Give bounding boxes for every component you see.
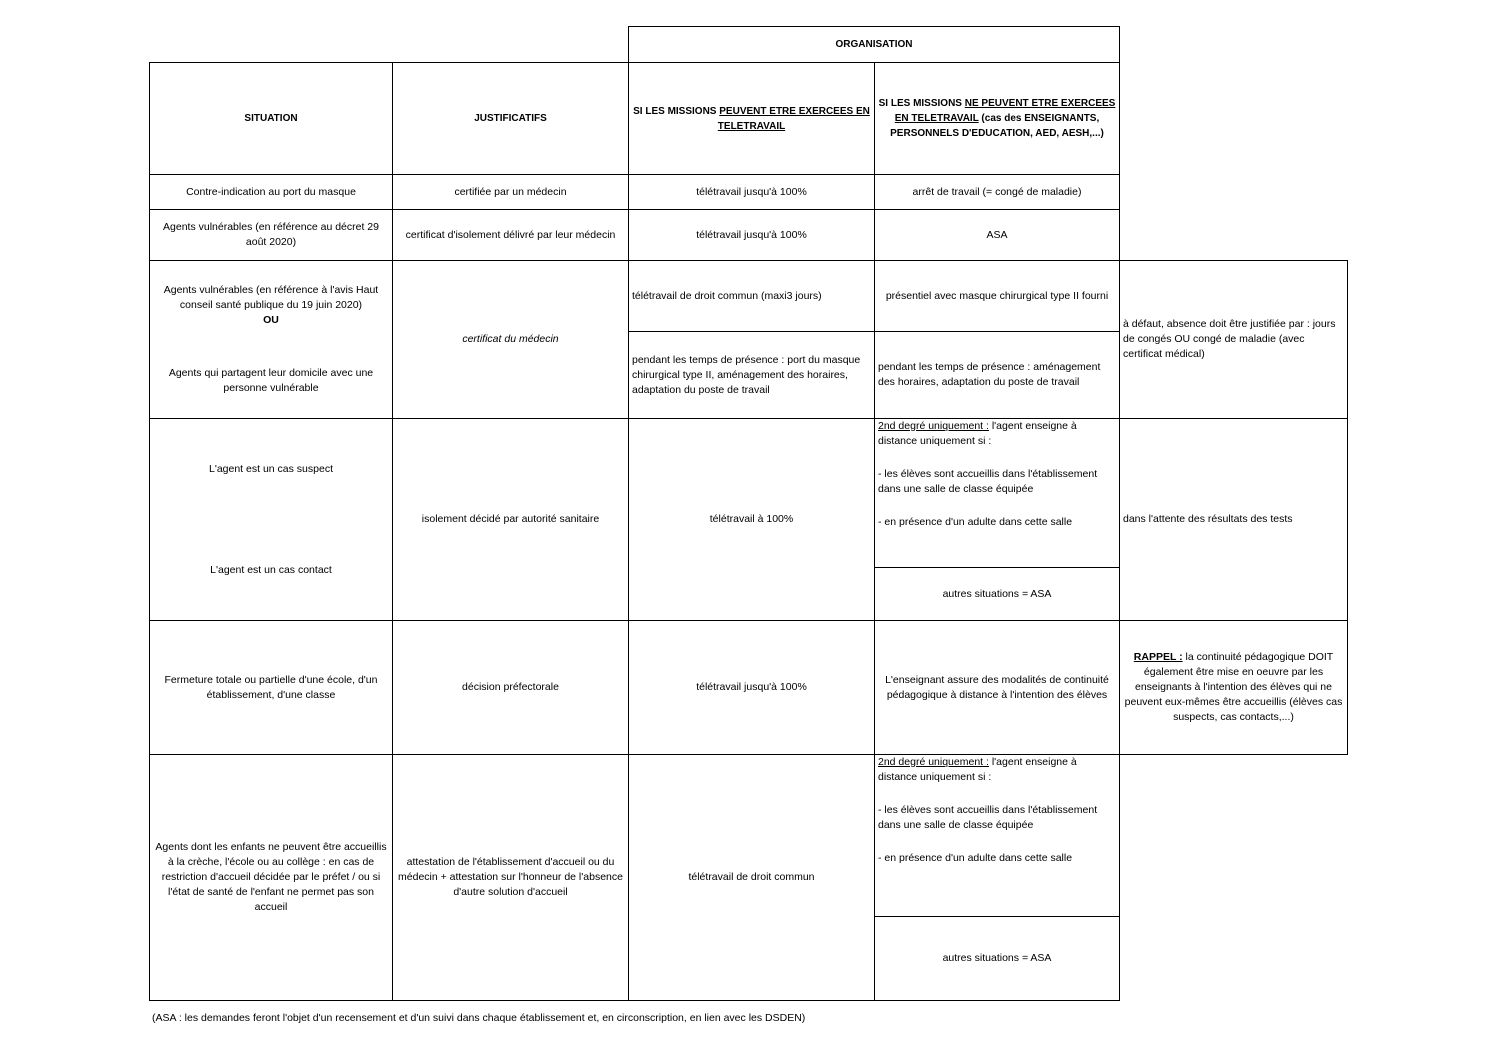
r3-situation: Agents vulnérables (en référence à l'avis Haut conseil santé publique du 19 juin 2020) OU Agents qui partagent leur domicile avec une personne vulnérable bbox=[149, 260, 393, 419]
r3-peuvent-bottom: pendant les temps de présence : port du masque chirurgical type II, aménagement des horaires, adaptation du poste de travail bbox=[628, 331, 875, 419]
r3-peuvent-top: télétravail de droit commun (maxi3 jours) bbox=[628, 260, 875, 332]
r4-note: dans l'attente des résultats des tests bbox=[1119, 418, 1348, 621]
r3-ne-peuvent-bottom: pendant les temps de présence : aménagement des horaires, adaptation du poste de travail bbox=[874, 331, 1120, 419]
r5-justificatif: décision préfectorale bbox=[392, 620, 629, 755]
r5-note: RAPPEL : la continuité pédagogique DOIT également être mise en oeuvre par les enseignants à l'intention des élèves qui ne peuvent eux-mêmes être accueillis (élèves cas suspects, cas contacts,...) bbox=[1119, 620, 1348, 755]
r4-justificatif: isolement décidé par autorité sanitaire bbox=[392, 418, 629, 621]
r6-peuvent: télétravail de droit commun bbox=[628, 754, 875, 1001]
r2-ne-peuvent: ASA bbox=[874, 209, 1120, 261]
r6-justificatif: attestation de l'établissement d'accueil ou du médecin + attestation sur l'honneur de l'absence d'autre solution d'accueil bbox=[392, 754, 629, 1001]
r1-situation: Contre-indication au port du masque bbox=[149, 174, 393, 210]
r1-peuvent: télétravail jusqu'à 100% bbox=[628, 174, 875, 210]
r3-note: à défaut, absence doit être justifiée par : jours de congés OU congé de maladie (avec certificat médical) bbox=[1119, 260, 1348, 419]
organisation-header: ORGANISATION bbox=[628, 26, 1120, 63]
r4-situation: L'agent est un cas suspect L'agent est un cas contact bbox=[149, 418, 393, 621]
r6-ne-peuvent: 2nd degré uniquement : l'agent enseigne à distance uniquement si : - les élèves sont accueillis dans l'établissement dans une salle de classe équipée - en présence d'un adulte dans cette salle bbox=[874, 754, 1120, 917]
r4-ne-peuvent: 2nd degré uniquement : l'agent enseigne à distance uniquement si : - les élèves sont accueillis dans l'établissement dans une salle de classe équipée - en présence d'un adulte dans cette salle bbox=[874, 418, 1120, 568]
ne-peuvent-header: SI LES MISSIONS NE PEUVENT ETRE EXERCEES EN TELETRAVAIL (cas des ENSEIGNANTS, PERSONNELS D'EDUCATION, AED, AESH,...) bbox=[874, 62, 1120, 175]
r5-situation: Fermeture totale ou partielle d'une école, d'un établissement, d'une classe bbox=[149, 620, 393, 755]
r6-situation: Agents dont les enfants ne peuvent être accueillis à la crèche, l'école ou au collège : en cas de restriction d'accueil décidée par le préfet / ou si l'état de santé de l'enfant ne permet pas son accueil bbox=[149, 754, 393, 1001]
r5-ne-peuvent: L'enseignant assure des modalités de continuité pédagogique à distance à l'intention des élèves bbox=[874, 620, 1120, 755]
r4-peuvent: télétravail à 100% bbox=[628, 418, 875, 621]
footnote: (ASA : les demandes feront l'objet d'un recensement et d'un suivi dans chaque établissement et, en circonscription, en lien avec les DSDEN) bbox=[152, 1012, 806, 1024]
r4-ne-peuvent-other: autres situations = ASA bbox=[874, 567, 1120, 621]
r2-peuvent: télétravail jusqu'à 100% bbox=[628, 209, 875, 261]
r2-situation: Agents vulnérables (en référence au décret 29 août 2020) bbox=[149, 209, 393, 261]
r5-peuvent: télétravail jusqu'à 100% bbox=[628, 620, 875, 755]
r1-ne-peuvent: arrêt de travail (= congé de maladie) bbox=[874, 174, 1120, 210]
r3-ne-peuvent-top: présentiel avec masque chirurgical type II fourni bbox=[874, 260, 1120, 332]
r6-ne-peuvent-other: autres situations = ASA bbox=[874, 916, 1120, 1001]
r2-justificatif: certificat d'isolement délivré par leur médecin bbox=[392, 209, 629, 261]
r1-justificatif: certifiée par un médecin bbox=[392, 174, 629, 210]
justificatifs-header: JUSTIFICATIFS bbox=[392, 62, 629, 175]
peuvent-header: SI LES MISSIONS PEUVENT ETRE EXERCEES EN TELETRAVAIL bbox=[628, 62, 875, 175]
r3-justificatif: certificat du médecin bbox=[392, 260, 629, 419]
situation-header: SITUATION bbox=[149, 62, 393, 175]
